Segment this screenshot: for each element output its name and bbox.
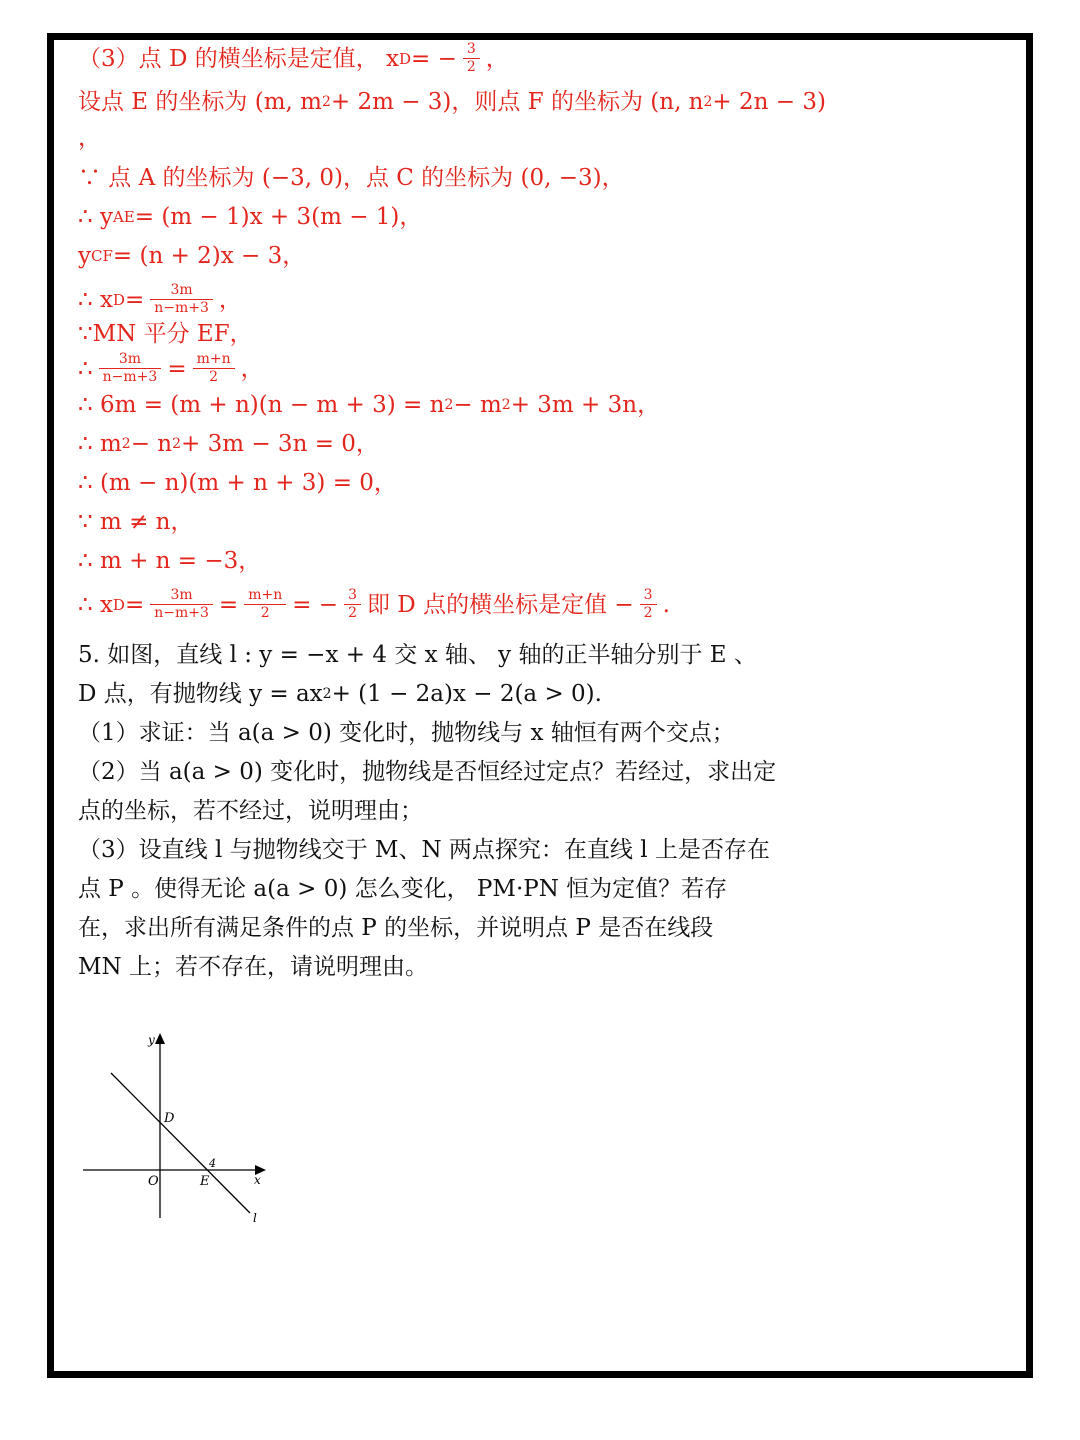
numerator: 3	[466, 41, 476, 57]
text: ，	[218, 286, 242, 313]
line-l	[111, 1073, 250, 1213]
solution-line-12	[78, 471, 948, 495]
subscript: CF	[91, 247, 113, 265]
solution-line-14	[78, 549, 948, 573]
figure-svg	[78, 1028, 278, 1228]
fraction	[640, 588, 657, 621]
denominator: n−m+3	[154, 605, 209, 621]
fraction	[244, 588, 286, 621]
text: .	[662, 591, 670, 618]
text: + 2n − 3)	[712, 89, 826, 115]
text: =	[167, 355, 187, 382]
text: 5. 如图，直线 l : y = −x + 4 交 x 轴、 y 轴的正半轴分别于 E 、	[78, 642, 757, 668]
y-axis-label: y	[148, 1033, 155, 1047]
text: =	[218, 591, 239, 618]
superscript: 2	[121, 436, 131, 452]
fraction	[193, 352, 235, 385]
text: ，	[485, 45, 509, 72]
text: ∴ m + n = −3，	[78, 548, 262, 574]
text: + 2m − 3)，则点 F 的坐标为 (n, n	[330, 89, 704, 115]
text: （3）点 D 的横坐标是定值， x	[78, 45, 399, 72]
problem-line-8	[78, 916, 948, 940]
denominator: 2	[209, 369, 219, 385]
denominator: n−m+3	[154, 300, 209, 316]
text: ∵ m ≠ n，	[78, 509, 194, 535]
text: ∴	[78, 355, 93, 382]
superscript: 2	[321, 94, 331, 110]
solution-line-5	[78, 205, 948, 229]
x-axis-label: x	[254, 1173, 261, 1187]
problem-line-7	[78, 877, 948, 901]
text: + 3m + 3n，	[510, 392, 661, 418]
text: + (1 − 2a)x − 2(a > 0).	[331, 681, 602, 707]
fraction	[344, 588, 361, 621]
numerator: m+n	[248, 587, 283, 603]
numerator: 3	[643, 587, 653, 603]
text: 即 D 点的横坐标是定值 −	[367, 591, 634, 618]
text: = (n + 2)x − 3，	[112, 243, 306, 269]
fraction	[150, 283, 213, 316]
text: + 3m − 3n = 0，	[181, 431, 379, 457]
solution-line-3	[78, 126, 948, 150]
numerator: 3m	[170, 282, 193, 298]
numerator: m+n	[196, 351, 231, 367]
denominator: 2	[260, 605, 270, 621]
superscript: 2	[703, 94, 713, 110]
numerator: 3	[348, 587, 357, 603]
fraction	[463, 42, 480, 75]
problem-line-6	[78, 838, 948, 862]
text: ∵MN 平分 EF，	[78, 321, 253, 347]
text: ∴ x	[78, 286, 113, 313]
y-axis-arrow	[155, 1033, 165, 1044]
text: 在，求出所有满足条件的点 P 的坐标，并说明点 P 是否在线段	[78, 915, 714, 941]
solution-line-6	[78, 244, 948, 268]
problem-line-3	[78, 721, 948, 745]
problem-line-5	[78, 799, 948, 823]
problem-line-1	[78, 643, 948, 667]
text: ，	[240, 355, 264, 382]
fraction	[99, 352, 162, 385]
text: ∵ 点 A 的坐标为 (−3, 0)，点 C 的坐标为 (0, −3)，	[78, 165, 625, 191]
denominator: 2	[348, 605, 357, 621]
solution-line-1	[78, 42, 948, 75]
text: ∴ y	[78, 204, 113, 230]
solution-line-15	[78, 588, 948, 621]
superscript: 2	[322, 686, 332, 702]
tick-4-label: 4	[209, 1157, 216, 1170]
text: = (m − 1)x + 3(m − 1)，	[134, 204, 423, 230]
text: 点的坐标，若不经过，说明理由；	[78, 798, 423, 824]
subscript: AE	[112, 208, 135, 226]
text: 点 P 。使得无论 a(a > 0) 怎么变化， PM·PN 恒为定值？若存	[78, 876, 728, 902]
text: （2）当 a(a > 0) 变化时，抛物线是否恒经过定点？若经过，求出定	[78, 759, 777, 785]
subscript: D	[112, 290, 125, 309]
point-e-label: E	[200, 1174, 210, 1189]
numerator: 3m	[170, 587, 193, 603]
superscript: 2	[172, 436, 182, 452]
solution-line-7	[78, 283, 948, 316]
subscript: D	[398, 49, 412, 68]
text: − m	[453, 392, 502, 418]
problem-line-4	[78, 760, 948, 784]
text: D 点，有抛物线 y = ax	[78, 681, 323, 707]
solution-line-13	[78, 510, 948, 534]
fraction	[150, 588, 213, 621]
superscript: 2	[444, 397, 454, 413]
point-d-label: D	[164, 1111, 175, 1126]
text: = −	[411, 45, 457, 72]
text: （3）设直线 l 与抛物线交于 M、N 两点探究：在直线 l 上是否存在	[78, 837, 770, 863]
solution-line-10	[78, 393, 948, 417]
text: ∴ (m − n)(m + n + 3) = 0，	[78, 470, 397, 496]
superscript: 2	[501, 397, 511, 413]
text: ，	[78, 125, 101, 151]
text: − n	[130, 431, 173, 457]
line-l-label: l	[253, 1211, 257, 1225]
subscript: D	[112, 595, 125, 614]
origin-label: O	[148, 1174, 159, 1189]
solution-line-11	[78, 432, 948, 456]
text: =	[124, 591, 145, 618]
text: =	[124, 286, 145, 313]
coordinate-figure	[78, 1028, 278, 1232]
problem-line-9	[78, 955, 948, 979]
text: ∴ m	[78, 431, 122, 457]
solution-line-2	[78, 90, 948, 114]
text: ∴ 6m = (m + n)(n − m + 3) = n	[78, 392, 445, 418]
denominator: 2	[466, 59, 476, 75]
problem-line-2	[78, 682, 948, 706]
denominator: n−m+3	[102, 369, 158, 385]
text: （1）求证：当 a(a > 0) 变化时，抛物线与 x 轴恒有两个交点；	[78, 720, 735, 746]
document-content	[78, 42, 948, 994]
numerator: 3m	[118, 351, 142, 367]
text: 设点 E 的坐标为 (m, m	[78, 89, 322, 115]
solution-line-9	[78, 352, 948, 385]
solution-line-8	[78, 322, 948, 346]
solution-line-4	[78, 166, 948, 190]
denominator: 2	[643, 605, 653, 621]
text: MN 上；若不存在，请说明理由。	[78, 954, 428, 980]
text: y	[78, 243, 91, 269]
text: ∴ x	[78, 591, 113, 618]
text: = −	[292, 591, 339, 618]
